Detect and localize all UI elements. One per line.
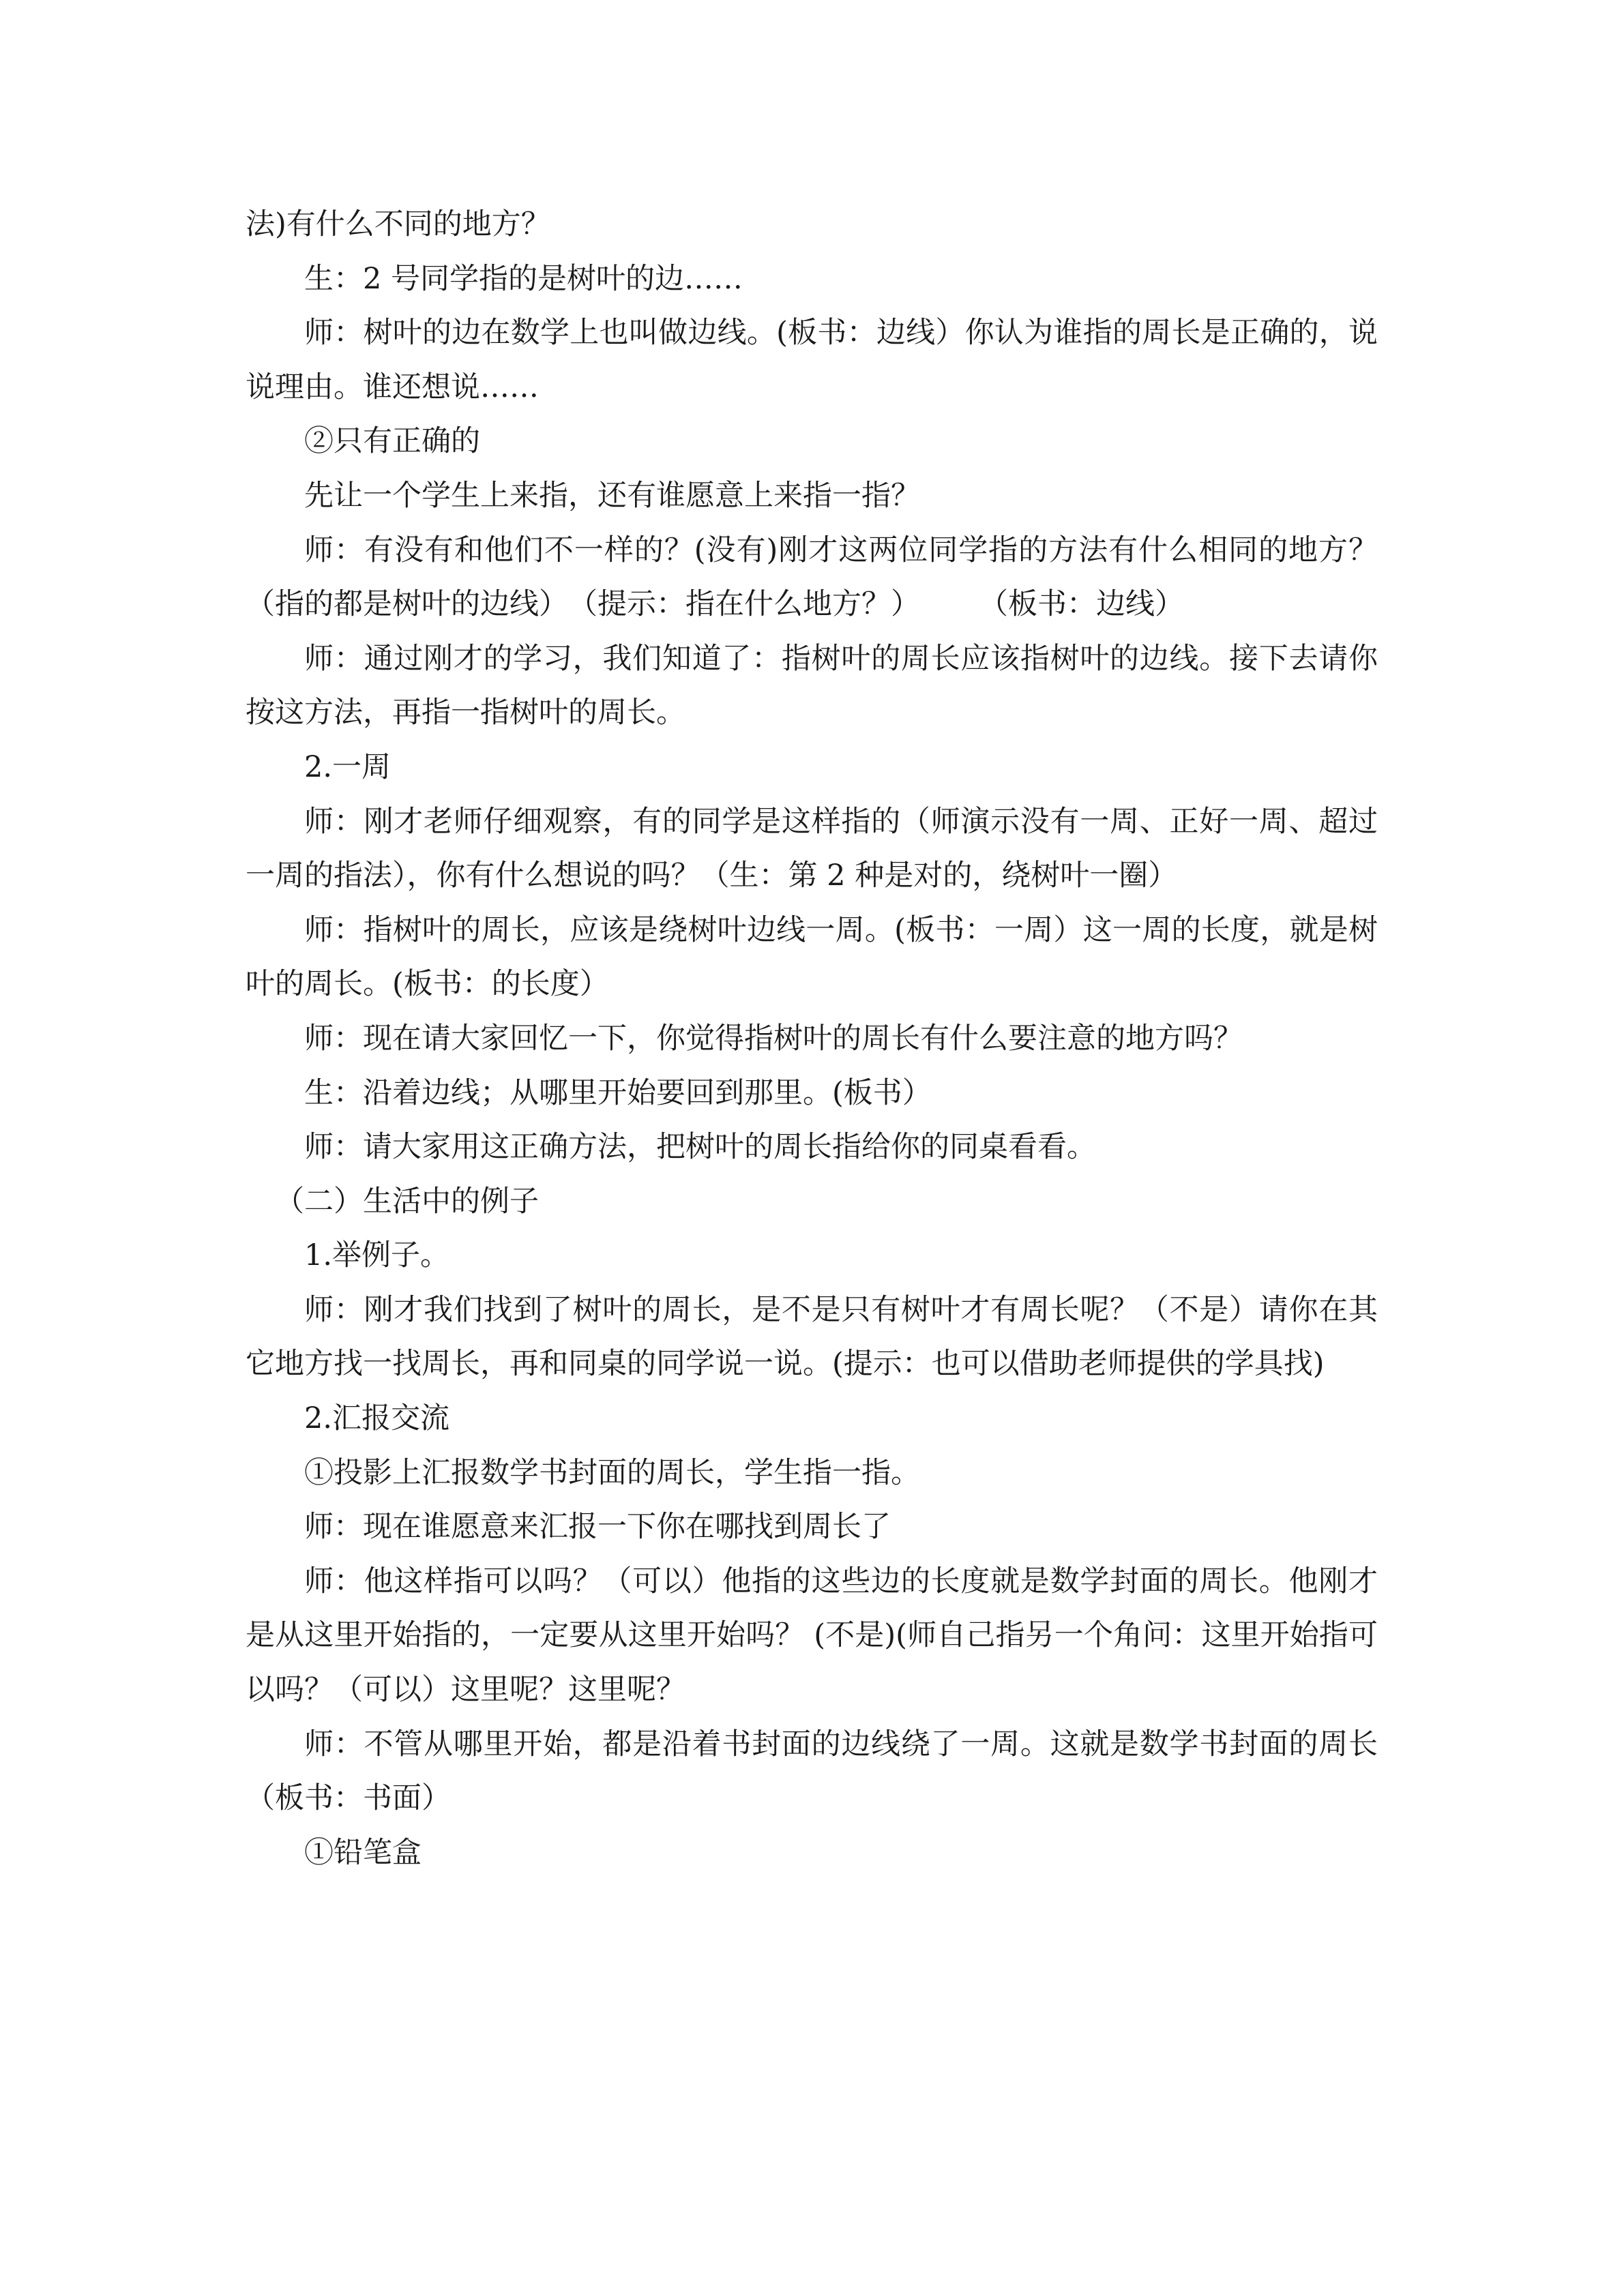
paragraph-7: 师：通过刚才的学习，我们知道了：指树叶的周长应该指树叶的边线。接下去请你按这方法，再指一指树叶的周长。 — [246, 641, 1378, 730]
paragraph-16: 师：刚才我们找到了树叶的周长，是不是只有树叶才有周长呢？（不是）请你在其它地方找一找周长，再和同桌的同学说一说。(提示：也可以借助老师提供的学具找) — [246, 1292, 1378, 1382]
section-heading: （二）生活中的例子 — [275, 1184, 539, 1219]
paragraph-12: 生：沿着边线；从哪里开始要回到那里。(板书） — [304, 1075, 932, 1110]
paragraph-19: 师：现在谁愿意来汇报一下你在哪找到周长了 — [304, 1510, 891, 1545]
paragraph-22: ①铅笔盒 — [304, 1835, 422, 1870]
paragraph-9: 师：刚才老师仔细观察，有的同学是这样指的（师演示没有一周、正好一周、超过一周的指法），你有什么想说的吗？（生：第 2 种是对的，绕树叶一圈） — [246, 804, 1378, 893]
paragraph-21: 师：不管从哪里开始，都是沿着书封面的边线绕了一周。这就是数学书封面的周长（板书：书面） — [246, 1727, 1378, 1816]
document-body — [246, 198, 1378, 1880]
paragraph-18: ①投影上汇报数学书封面的周长，学生指一指。 — [304, 1455, 920, 1490]
paragraph-15: 1.举例子。 — [304, 1238, 450, 1273]
paragraph-11: 师：现在请大家回忆一下，你觉得指树叶的周长有什么要注意的地方吗？ — [304, 1021, 1243, 1056]
paragraph-6: 师：有没有和他们不一样的？(没有)刚才这两位同学指的方法有什么相同的地方？（指的都是树叶的边线） （提示：指在什么地方？） （板书：边线） — [246, 533, 1378, 622]
paragraph-5: 先让一个学生上来指，还有谁愿意上来指一指？ — [304, 478, 920, 513]
paragraph-13: 师：请大家用这正确方法，把树叶的周长指给你的同桌看看。 — [304, 1130, 1096, 1165]
paragraph-20: 师：他这样指可以吗？（可以）他指的这些边的长度就是数学封面的周长。他刚才是从这里开始指的，一定要从这里开始吗？ (不是)(师自己指另一个角问：这里开始指可以吗？（可以）这里呢？这里呢？ — [246, 1564, 1378, 1708]
paragraph-17: 2.汇报交流 — [304, 1401, 450, 1436]
paragraph-4: ②只有正确的 — [304, 424, 480, 459]
paragraph-3: 师：树叶的边在数学上也叫做边线。(板书：边线）你认为谁指的周长是正确的，说说理由。谁还想说…… — [246, 316, 1378, 404]
paragraph-1: 法)有什么不同的地方？ — [246, 207, 550, 241]
paragraph-10: 师：指树叶的周长，应该是绕树叶边线一周。(板书：一周）这一周的长度，就是树叶的周长。(板书：的长度） — [246, 912, 1378, 1002]
paragraph-8: 2.一周 — [304, 749, 392, 784]
paragraph-2: 生：2 号同学指的是树叶的边…… — [304, 261, 743, 296]
